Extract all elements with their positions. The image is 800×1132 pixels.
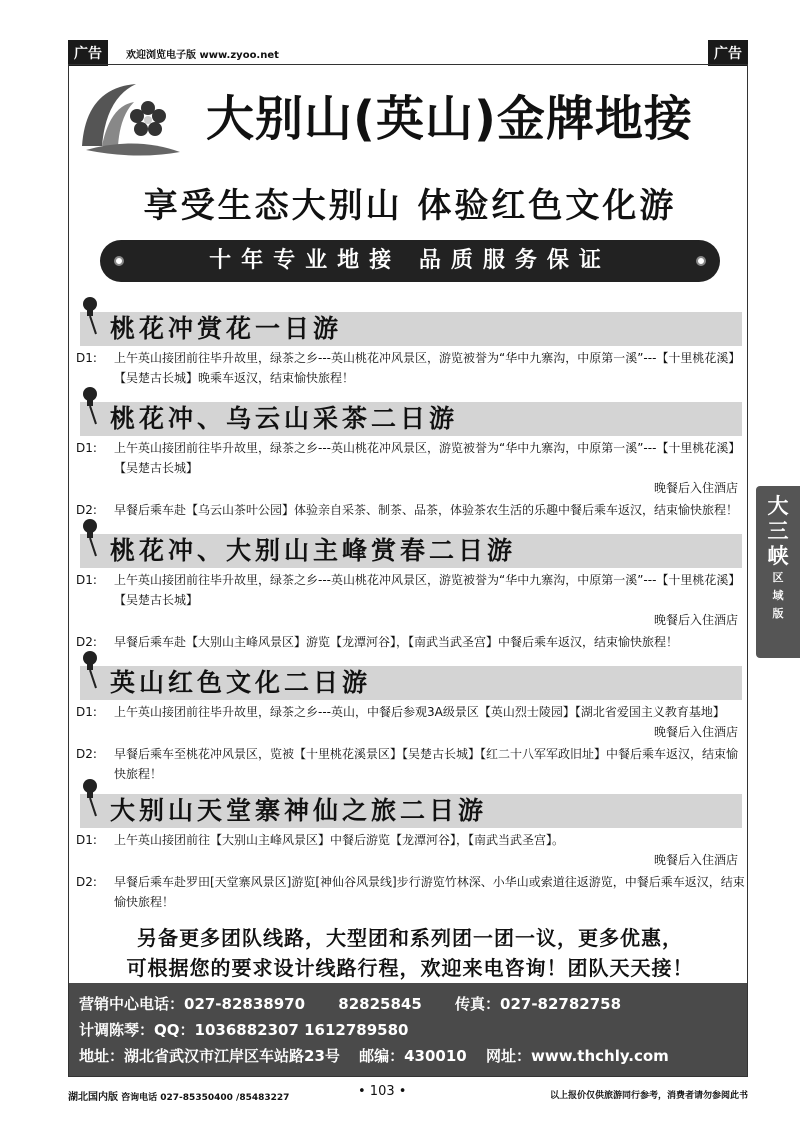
day-text: 上午英山接团前往毕升故里，绿茶之乡---英山桃花冲风景区，游览被誉为“华中九寨沟，中原第一溪”---【十里桃花溪】【吴楚古长城】 <box>114 573 741 607</box>
itinerary-day <box>72 348 748 388</box>
itinerary-day <box>72 632 748 652</box>
page-number: • 103 • <box>358 1084 407 1099</box>
footer-left <box>68 1088 289 1103</box>
disclaimer: 以上报价仅供旅游同行参考，消费者请勿参阅此书 <box>549 1091 748 1101</box>
itinerary-day <box>72 830 748 870</box>
day-label: D2: <box>76 503 97 517</box>
postcode: 邮编：430010 <box>359 1047 467 1065</box>
ad-label-right: 广告 <box>708 40 748 66</box>
region-tab-char: 域 <box>772 589 784 602</box>
section-title: 桃花冲、大别山主峰赏春二日游 <box>110 536 517 565</box>
day-note: 晚餐后入住酒店 <box>653 481 738 495</box>
day-text: 上午英山接团前往毕升故里，绿茶之乡---英山，中餐后参观3A级景区【英山烈士陵园】【湖北省爱国主义教育基地】 <box>114 705 725 719</box>
day-label: D2: <box>76 635 97 649</box>
day-text: 上午英山接团前往【大别山主峰风景区】中餐后游览【龙潭河谷】，【南武当武圣宫】。 <box>114 833 565 847</box>
day-note: 晚餐后入住酒店 <box>653 725 738 739</box>
day-label: D1: <box>76 705 97 719</box>
bullet-icon <box>114 256 124 266</box>
promo-line-2: 可根据您的要求设计线路行程，欢迎来电咨询！团队天天接！ <box>126 956 694 980</box>
section-header <box>80 666 742 700</box>
pushpin-icon <box>78 518 102 558</box>
tour-section <box>72 402 748 520</box>
day-label: D1: <box>76 351 97 365</box>
pushpin-icon <box>78 778 102 818</box>
section-header <box>80 534 742 568</box>
pushpin-icon <box>78 386 102 426</box>
ad-label-left: 广告 <box>68 40 108 66</box>
contact-phone-row <box>79 991 737 1017</box>
pushpin-icon <box>78 296 102 336</box>
day-text: 早餐后乘车赴【乌云山茶叶公园】体验亲自采茶、制茶、品茶，体验茶农生活的乐趣中餐后乘车返汉，结束愉快旅程！ <box>114 503 739 517</box>
section-header <box>80 402 742 436</box>
day-label: D2: <box>76 875 97 889</box>
region-name: 大 三 峡 <box>767 494 789 568</box>
day-note: 晚餐后入住酒店 <box>653 613 738 627</box>
promo-line-1: 另备更多团队线路，大型团和系列团一团一议，更多优惠， <box>137 926 683 950</box>
itinerary-day <box>72 872 748 912</box>
contact-planner-row <box>79 1017 737 1043</box>
pushpin-icon <box>78 650 102 690</box>
region-tab-char: 版 <box>772 607 784 620</box>
day-label: D1: <box>76 441 97 455</box>
tour-section <box>72 794 748 912</box>
planner-contact: 计调陈琴：QQ：1036882307 1612789580 <box>79 1021 409 1039</box>
tour-section <box>72 666 748 784</box>
day-label: D1: <box>76 833 97 847</box>
bullet-icon <box>696 256 706 266</box>
section-header <box>80 312 742 346</box>
section-title: 大别山天堂寨神仙之旅二日游 <box>110 796 488 825</box>
contact-address-row <box>79 1043 737 1069</box>
day-label: D1: <box>76 573 97 587</box>
region-side-tab[interactable] <box>756 486 800 658</box>
region-tab-char: 区 <box>772 571 784 584</box>
slogan-banner <box>100 240 720 282</box>
welcome-text: 欢迎浏览电子版 www.zyoo.net <box>126 50 279 61</box>
itinerary-day <box>72 570 748 630</box>
tour-section <box>72 312 748 388</box>
section-title: 英山红色文化二日游 <box>110 668 372 697</box>
main-title: 大别山(英山)金牌地接 <box>206 91 693 147</box>
itinerary-day <box>72 438 748 498</box>
sales-phone-2: 82825845 <box>338 995 422 1013</box>
itinerary-day <box>72 744 748 784</box>
day-text: 上午英山接团前往毕升故里，绿茶之乡---英山桃花冲风景区，游览被誉为“华中九寨沟，中原第一溪”---【十里桃花溪】【吴楚古长城】 <box>114 441 741 475</box>
edition-label: 湖北国内版 <box>68 1092 118 1103</box>
itinerary-day <box>72 702 748 742</box>
contact-panel <box>69 983 747 1076</box>
company-logo-icon <box>76 76 186 160</box>
day-note: 晚餐后入住酒店 <box>653 853 738 867</box>
day-text: 早餐后乘车赴罗田[天堂寨风景区]游览[神仙谷风景线]步行游览竹林深、小华山或索道往返游览，中餐后乘车返汉，结束愉快旅程！ <box>114 875 745 909</box>
subtitle: 享受生态大别山 体验红色文化游 <box>143 186 677 226</box>
day-text: 早餐后乘车至桃花冲风景区，览被【十里桃花溪景区】【吴楚古长城】【红二十八军军政旧址】中餐后乘车返汉，结束愉快旅程！ <box>114 747 739 781</box>
day-label: D2: <box>76 747 97 761</box>
hotline: 咨询电话 027-85350400 /85483227 <box>121 1093 290 1103</box>
day-text: 早餐后乘车赴【大别山主峰风景区】游览【龙潭河谷】，【南武当武圣宫】中餐后乘车返汉，结束愉快旅程！ <box>114 635 679 649</box>
fax-number: 传真：027-82782758 <box>455 995 622 1013</box>
day-text: 上午英山接团前往毕升故里，绿茶之乡---英山桃花冲风景区，游览被誉为“华中九寨沟，中原第一溪”---【十里桃花溪】【吴楚古长城】晚乘车返汉，结束愉快旅程！ <box>114 351 741 385</box>
section-title: 桃花冲赏花一日游 <box>110 314 343 343</box>
itinerary-day <box>72 500 748 520</box>
sales-phone: 营销中心电话：027-82838970 <box>79 995 306 1013</box>
tour-section <box>72 534 748 652</box>
section-header <box>80 794 742 828</box>
website[interactable]: 网址：www.thchly.com <box>485 1047 669 1065</box>
top-bar <box>68 40 748 66</box>
slogan-text: 十年专业地接 品质服务保证 <box>209 248 611 273</box>
section-title: 桃花冲、乌云山采茶二日游 <box>110 404 459 433</box>
page-footer <box>68 1084 748 1104</box>
address: 地址：湖北省武汉市江岸区车站路23号 <box>79 1047 340 1065</box>
